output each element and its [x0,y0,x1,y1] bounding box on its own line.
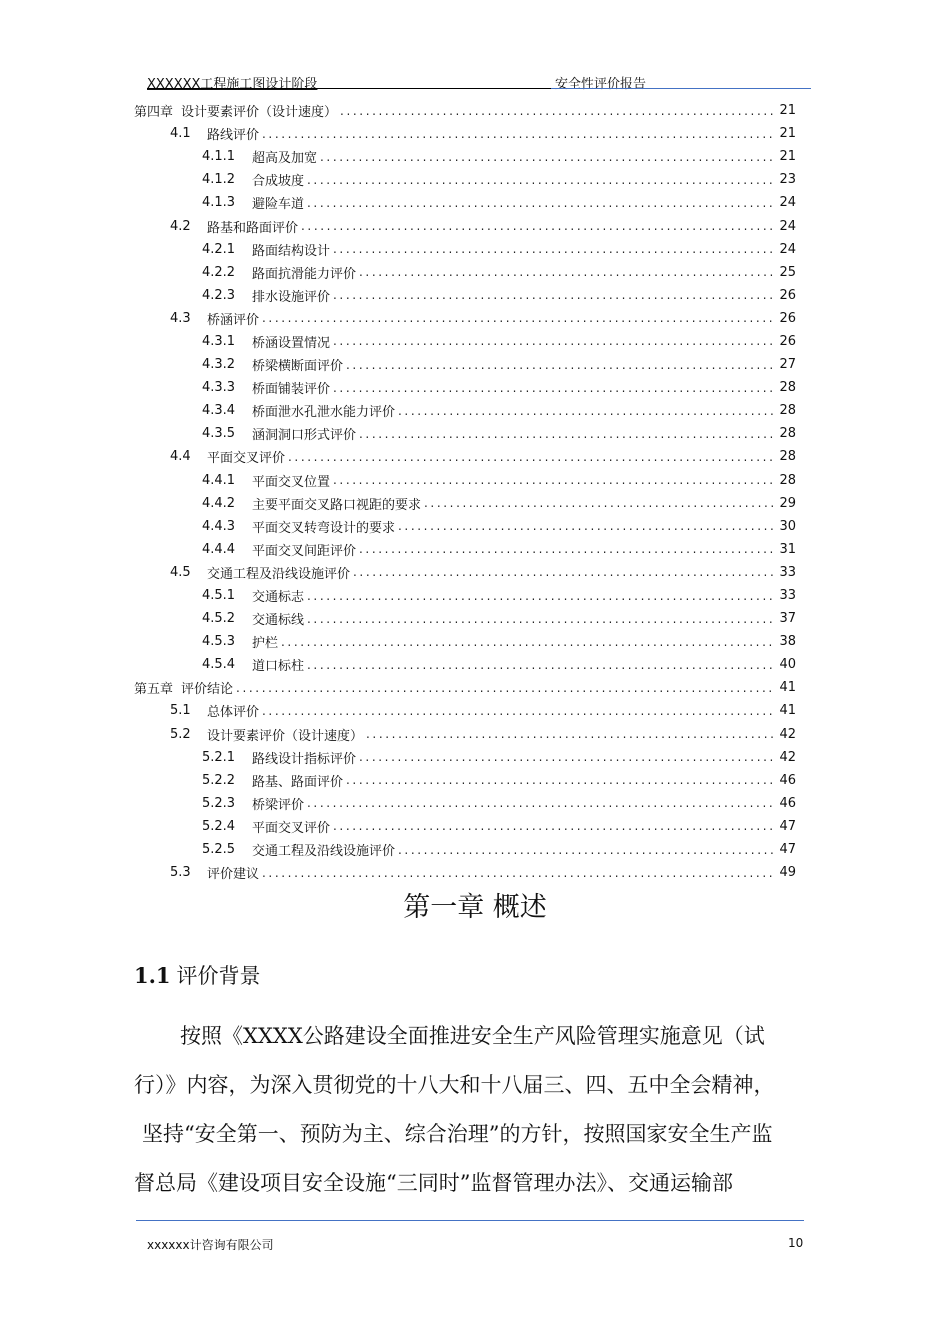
toc-entry-number: 第五章 [134,682,174,698]
toc-leader-dots [333,242,776,256]
toc-entry-number: 4.2 [170,218,191,234]
header-rule-right [551,88,811,89]
toc-entry-number: 4.3.2 [202,357,236,373]
toc-entry-title: 避险车道 [252,197,305,213]
toc-entry[interactable] [134,538,796,561]
toc-entry-page: 24 [779,218,796,234]
toc-entry[interactable] [134,469,796,492]
toc-entry-title: 设计要素评价（设计速度） [207,728,364,744]
toc-entry[interactable] [134,699,796,722]
table-of-contents [134,99,796,884]
section-number: 1.1 [134,963,171,988]
toc-entry-title: 桥涵设置情况 [252,335,331,351]
toc-leader-dots [307,196,776,210]
toc-leader-dots [346,358,776,372]
toc-entry-page: 42 [779,749,796,765]
toc-entry[interactable] [134,723,796,746]
paragraph-line: 坚持“安全第一、预防为主、综合治理”的方针，按照国家安全生产监 [142,1122,773,1146]
toc-leader-dots [398,519,776,533]
toc-entry-page: 46 [779,795,796,811]
toc-entry-number: 第四章 [134,105,174,121]
toc-leader-dots [262,311,776,325]
toc-leader-dots [366,727,776,741]
toc-entry-number: 4.3.4 [202,403,236,419]
toc-entry-title: 桥涵评价 [207,312,260,328]
toc-entry[interactable] [134,815,796,838]
toc-entry-page: 21 [779,103,796,119]
toc-leader-dots [424,496,776,510]
toc-leader-dots [262,866,776,880]
toc-entry-title: 平面交叉位置 [252,474,331,490]
toc-entry-page: 42 [779,726,796,742]
toc-entry-title: 路基和路面评价 [207,220,299,236]
toc-leader-dots [346,773,776,787]
toc-entry-page: 47 [779,842,796,858]
toc-leader-dots [398,843,776,857]
toc-leader-dots [281,635,776,649]
body-paragraph [134,1012,824,1208]
toc-entry-page: 37 [779,611,796,627]
toc-entry-title: 设计要素评价（设计速度） [181,105,338,121]
toc-entry-number: 4.4.3 [202,518,236,534]
toc-entry[interactable] [134,653,796,676]
toc-entry-number: 4.5.1 [202,588,236,604]
toc-entry-number: 4.3.1 [202,333,236,349]
toc-entry[interactable] [134,676,796,699]
toc-entry-number: 4.1.3 [202,195,236,211]
toc-entry-number: 4.5.4 [202,657,236,673]
toc-entry-page: 33 [779,588,796,604]
toc-entry-number: 4.4.1 [202,472,236,488]
toc-entry-page: 28 [779,380,796,396]
toc-entry[interactable] [134,330,796,353]
toc-entry-page: 30 [779,518,796,534]
toc-entry-number: 5.3 [170,865,191,881]
toc-entry-number: 5.2.4 [202,818,236,834]
toc-entry-page: 28 [779,403,796,419]
toc-leader-dots [359,750,776,764]
toc-entry-title: 桥面泄水孔泄水能力评价 [252,405,396,421]
toc-entry-title: 平面交叉间距评价 [252,543,357,559]
header-rule-left [147,88,551,89]
toc-entry-number: 4.1.1 [202,149,236,165]
toc-entry-page: 28 [779,449,796,465]
toc-leader-dots [398,404,776,418]
toc-entry[interactable] [134,284,796,307]
toc-entry-page: 49 [779,865,796,881]
toc-entry-page: 26 [779,287,796,303]
toc-entry-number: 4.3.3 [202,380,236,396]
toc-entry[interactable] [134,214,796,237]
toc-entry-number: 4.1.2 [202,172,236,188]
toc-entry-number: 4.5.2 [202,611,236,627]
toc-entry-title: 路线设计指标评价 [252,751,357,767]
toc-entry-title: 道口标柱 [252,659,305,675]
toc-entry-page: 21 [779,149,796,165]
toc-entry-page: 24 [779,195,796,211]
toc-entry-title: 桥梁评价 [252,797,305,813]
toc-entry-page: 24 [779,241,796,257]
toc-entry-number: 4.3 [170,310,191,326]
toc-entry-title: 评价结论 [181,682,234,698]
toc-entry[interactable] [134,861,796,884]
toc-entry-page: 28 [779,426,796,442]
toc-leader-dots [307,612,776,626]
toc-entry-title: 路面结构设计 [252,243,331,259]
toc-entry[interactable] [134,769,796,792]
toc-entry-title: 护栏 [252,636,279,652]
toc-leader-dots [236,681,776,695]
toc-entry[interactable] [134,492,796,515]
toc-entry[interactable] [134,191,796,214]
toc-entry-title: 总体评价 [207,705,260,721]
toc-entry-title: 平面交叉评价 [207,451,286,467]
toc-entry-title: 超高及加宽 [252,151,318,167]
footer-company: xxxxxx计咨询有限公司 [147,1238,274,1252]
toc-leader-dots [340,104,776,118]
toc-entry[interactable] [134,99,796,122]
toc-entry-title: 桥梁横断面评价 [252,359,344,375]
toc-entry-number: 4.5.3 [202,634,236,650]
toc-leader-dots [262,127,776,141]
toc-leader-dots [320,150,776,164]
toc-entry-title: 评价建议 [207,867,260,883]
toc-entry-title: 交通工程及沿线设施评价 [252,844,396,860]
toc-entry-number: 4.3.5 [202,426,236,442]
toc-entry-title: 合成坡度 [252,174,305,190]
toc-entry-page: 29 [779,495,796,511]
toc-leader-dots [333,819,776,833]
header-project-title: XXXXXX工程施工图设计阶段 [147,77,318,92]
toc-entry-title: 涵洞洞口形式评价 [252,428,357,444]
toc-leader-dots [359,265,776,279]
toc-entry[interactable] [134,122,796,145]
toc-entry-page: 26 [779,333,796,349]
toc-entry-page: 33 [779,564,796,580]
toc-entry-number: 5.2.3 [202,795,236,811]
toc-entry-page: 26 [779,310,796,326]
toc-leader-dots [333,381,776,395]
toc-entry-title: 排水设施评价 [252,289,331,305]
toc-entry[interactable] [134,168,796,191]
toc-entry-page: 46 [779,772,796,788]
toc-leader-dots [359,427,776,441]
toc-entry-page: 38 [779,634,796,650]
toc-entry[interactable] [134,422,796,445]
toc-entry-title: 平面交叉转弯设计的要求 [252,520,396,536]
toc-entry-title: 路线评价 [207,128,260,144]
toc-leader-dots [333,288,776,302]
toc-entry[interactable] [134,445,796,468]
toc-entry[interactable] [134,399,796,422]
toc-leader-dots [307,589,776,603]
section-title: 评价背景 [176,964,261,988]
toc-entry-number: 5.2 [170,726,191,742]
toc-entry[interactable] [134,584,796,607]
toc-entry[interactable] [134,838,796,861]
toc-entry-number: 5.2.1 [202,749,236,765]
paragraph-line: 按照《XXXX公路建设全面推进安全生产风险管理实施意见（试 [180,1024,765,1048]
toc-entry[interactable] [134,238,796,261]
footer-rule [136,1220,804,1221]
toc-entry-number: 4.2.3 [202,287,236,303]
toc-leader-dots [333,473,776,487]
toc-entry[interactable] [134,792,796,815]
toc-entry-number: 5.2.5 [202,842,236,858]
toc-entry-title: 平面交叉评价 [252,820,331,836]
toc-entry-page: 21 [779,126,796,142]
toc-entry-number: 4.4.4 [202,541,236,557]
toc-entry[interactable] [134,746,796,769]
toc-leader-dots [307,796,776,810]
toc-entry-number: 5.2.2 [202,772,236,788]
toc-entry-page: 41 [779,703,796,719]
toc-entry[interactable] [134,561,796,584]
toc-entry[interactable] [134,145,796,168]
toc-entry-page: 25 [779,264,796,280]
toc-leader-dots [307,658,776,672]
toc-entry-number: 5.1 [170,703,191,719]
toc-entry[interactable] [134,630,796,653]
toc-entry-title: 交通标志 [252,590,305,606]
toc-entry[interactable] [134,307,796,330]
toc-entry-title: 桥面铺装评价 [252,382,331,398]
toc-entry-number: 4.5 [170,564,191,580]
toc-leader-dots [353,565,776,579]
toc-leader-dots [359,542,776,556]
toc-entry-title: 交通标线 [252,613,305,629]
toc-leader-dots [333,334,776,348]
toc-entry-page: 41 [779,680,796,696]
toc-entry-title: 路基、路面评价 [252,774,344,790]
toc-entry-page: 40 [779,657,796,673]
toc-entry-number: 4.2.1 [202,241,236,257]
footer-page-number: 10 [788,1236,804,1250]
toc-entry[interactable] [134,607,796,630]
toc-entry-number: 4.1 [170,126,191,142]
toc-entry-page: 27 [779,357,796,373]
toc-entry-number: 4.2.2 [202,264,236,280]
toc-entry[interactable] [134,353,796,376]
toc-leader-dots [262,704,776,718]
toc-entry-title: 交通工程及沿线设施评价 [207,566,351,582]
header-report-title: 安全性评价报告 [555,77,647,92]
paragraph-line: 督总局《建设项目安全设施“三同时”监督管理办法》、交通运输部 [134,1171,733,1195]
paragraph-line: 行）》内容，为深入贯彻党的十八大和十八届三、四、五中全会精神， [134,1073,775,1097]
toc-entry-page: 23 [779,172,796,188]
toc-entry-number: 4.4.2 [202,495,236,511]
toc-entry[interactable] [134,261,796,284]
toc-entry[interactable] [134,376,796,399]
toc-entry-number: 4.4 [170,449,191,465]
toc-entry-page: 28 [779,472,796,488]
toc-entry-page: 47 [779,818,796,834]
toc-leader-dots [288,450,776,464]
toc-entry-title: 主要平面交叉路口视距的要求 [252,497,422,513]
toc-entry-title: 路面抗滑能力评价 [252,266,357,282]
toc-leader-dots [307,173,776,187]
toc-entry-page: 31 [779,541,796,557]
section-heading [134,960,261,990]
toc-leader-dots [301,219,776,233]
toc-entry[interactable] [134,515,796,538]
chapter-title: 第一章 概述 [403,892,547,923]
